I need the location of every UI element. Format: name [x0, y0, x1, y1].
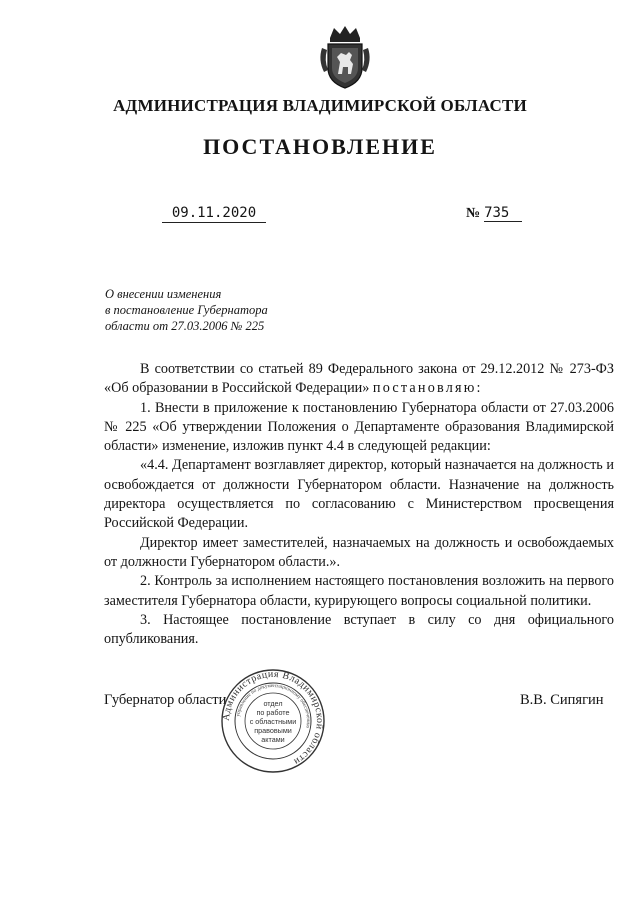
quoted-paragraph-2: Директор имеет заместителей, назначаемых на должность и освобождаемых от должности Губернатором области.».	[104, 534, 614, 570]
preamble-text: В соответствии со статьей 89 Федерального закона от 29.12.2012 № 273-ФЗ «Об образовании в Российской Федерации»	[104, 361, 614, 397]
stamp-center-line: по работе	[256, 708, 290, 717]
item-1-paragraph: 1. Внести в приложение к постановлению Губернатора области от 27.03.2006 № 225 «Об утверждении Положения о Департаменте образования Владимирской области» изменение, изложив пункт 4.4 в следующей редакции:	[104, 399, 614, 455]
stamp-center-line: актами	[261, 735, 285, 744]
subject-line: в постановление Губернатора	[105, 303, 268, 317]
quoted-paragraph-1: «4.4. Департамент возглавляет директор, который назначается на должность и освобождается от должности Губернатором области. Назначение на должность директора осуществляется по согласованию с Министерством просвещения Российской Федерации.	[104, 457, 614, 532]
stamp-center-line: правовыми	[254, 726, 292, 735]
stamp-center-line: с областными	[249, 717, 297, 726]
organization-title: АДМИНИСТРАЦИЯ ВЛАДИМИРСКОЙ ОБЛАСТИ	[113, 96, 527, 115]
subject-line: О внесении изменения	[105, 287, 222, 301]
document-number-field	[466, 205, 522, 222]
signatory-name: В.В. Сипягин	[520, 692, 604, 708]
item-2-paragraph: 2. Контроль за исполнением настоящего постановления возложить на первого заместителя Губернатора области, курирующего вопросы социальной политики.	[104, 573, 614, 609]
stamp-center-line: отдел	[263, 699, 283, 708]
document-number: 735	[484, 205, 522, 222]
stamp-inner-text: управление по документационному обеспечению	[235, 682, 312, 729]
number-sign: №	[466, 206, 481, 221]
subject-line: области от 27.03.2006 № 225	[105, 319, 265, 333]
item-3-paragraph: 3. Настоящее постановление вступает в силу со дня официального опубликования.	[104, 611, 614, 648]
preamble-verb: постановляю:	[372, 380, 483, 397]
preamble-paragraph	[104, 360, 614, 399]
document-type-title: ПОСТАНОВЛЕНИЕ	[203, 134, 437, 159]
stamp-outer-text: Администрация Владимирской области	[220, 668, 326, 768]
document-date: 09.11.2020	[162, 205, 266, 223]
document-subject	[105, 286, 325, 334]
document-body	[104, 360, 614, 649]
signatory-position: Губернатор области	[104, 692, 227, 708]
official-stamp	[220, 668, 326, 774]
coat-of-arms-icon	[316, 24, 374, 90]
